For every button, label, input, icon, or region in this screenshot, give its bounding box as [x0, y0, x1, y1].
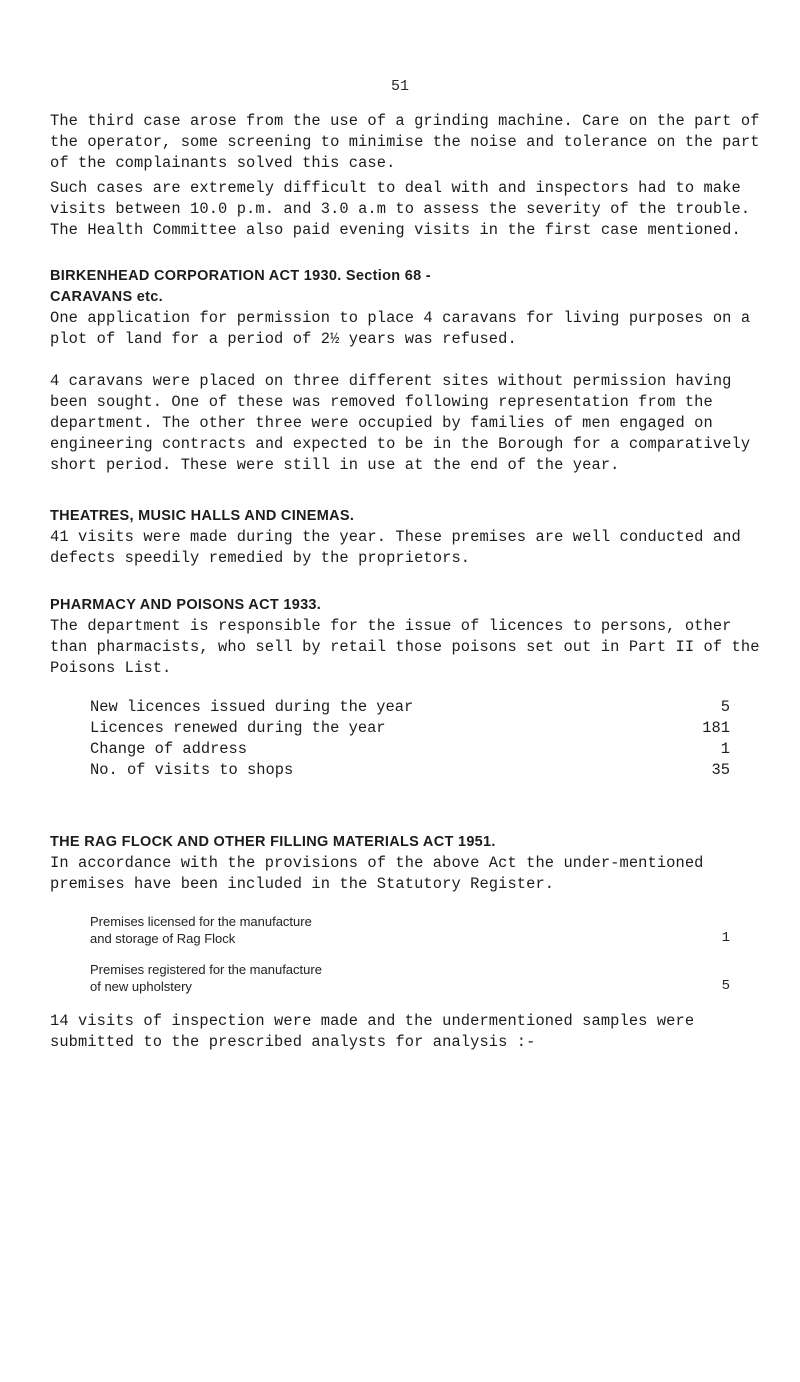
register-line: Premises licensed for the manufacture: [90, 914, 312, 929]
stat-row: [90, 739, 730, 760]
register-line-row: [90, 978, 730, 995]
register-entry: [90, 961, 730, 995]
stat-label: No. of visits to shops: [90, 761, 294, 779]
register-value: 5: [721, 978, 730, 994]
section-heading-subline: CARAVANS etc.: [50, 289, 163, 305]
stat-value: 181: [702, 719, 730, 737]
section-theatres: [50, 506, 762, 569]
paragraph-text: The third case arose from the use of a grinding machine. Care on the part of the operator, some screening to minimise the noise and tolerance on the part of the complainants solved this case.: [50, 112, 760, 172]
paragraph-text: 14 visits of inspection were made and the undermentioned samples were submitted to the prescribed analysts for analysis :-: [50, 1012, 695, 1051]
pharmacy-stats-table: [90, 697, 730, 781]
stat-label: Change of address: [90, 740, 248, 758]
page-number: 51: [390, 78, 409, 95]
stat-row: [90, 697, 730, 718]
stat-value: 5: [720, 698, 730, 716]
register-entry: [90, 913, 730, 947]
paragraph-text: One application for permission to place 4 caravans for living purposes on a plot of land for a period of 2½ years was refused.: [50, 309, 751, 348]
section-heading: THE RAG FLOCK AND OTHER FILLING MATERIALS ACT 1951.: [50, 834, 496, 850]
register-line: Premises registered for the manufacture: [90, 962, 322, 977]
paragraph-difficult-cases: [50, 178, 762, 241]
section-heading: BIRKENHEAD CORPORATION ACT 1930. Section 68 -: [50, 268, 431, 284]
stat-label: New licences issued during the year: [90, 698, 414, 716]
section-heading: PHARMACY AND POISONS ACT 1933.: [50, 597, 322, 613]
register-line-row: [90, 930, 730, 947]
stat-value: 1: [720, 740, 730, 758]
section-heading: THEATRES, MUSIC HALLS AND CINEMAS.: [50, 508, 355, 524]
paragraph-text: In accordance with the provisions of the above Act the under-mentioned premises have been included in the Statutory Register.: [50, 854, 704, 893]
paragraph-text: 41 visits were made during the year. These premises are well conducted and defects speedily remedied by the proprietors.: [50, 528, 741, 567]
stat-value: 35: [711, 761, 730, 779]
register-line: and storage of Rag Flock: [90, 931, 236, 946]
section-rag-flock: [50, 832, 762, 895]
paragraph-grinding-case: [50, 111, 762, 174]
stat-row: [90, 760, 730, 781]
paragraph-text: 4 caravans were placed on three different sites without permission having been sought. One of these was removed following representation from the department. The other three were occupied by families of men engaged on engineering contracts and expected to be in the Borough for a comparatively short period. These were still in use at the end of the year.: [50, 372, 751, 474]
stat-label: Licences renewed during the year: [90, 719, 386, 737]
paragraph-inspection-visits: [50, 1011, 762, 1053]
section-pharmacy: [50, 595, 762, 679]
register-line: of new upholstery: [90, 979, 192, 994]
stat-row: [90, 718, 730, 739]
paragraph-text: The department is responsible for the issue of licences to persons, other than pharmacists, who sell by retail those poisons set out in Part II of the Poisons List.: [50, 617, 760, 677]
section-birkenhead-caravans: [50, 266, 762, 476]
rag-flock-register: [90, 913, 730, 995]
paragraph-text: Such cases are extremely difficult to deal with and inspectors had to make visits between 10.0 p.m. and 3.0 a.m to assess the severity of the trouble. The Health Committee also paid evening visits in the first case mentioned.: [50, 179, 751, 239]
register-value: 1: [721, 930, 730, 946]
